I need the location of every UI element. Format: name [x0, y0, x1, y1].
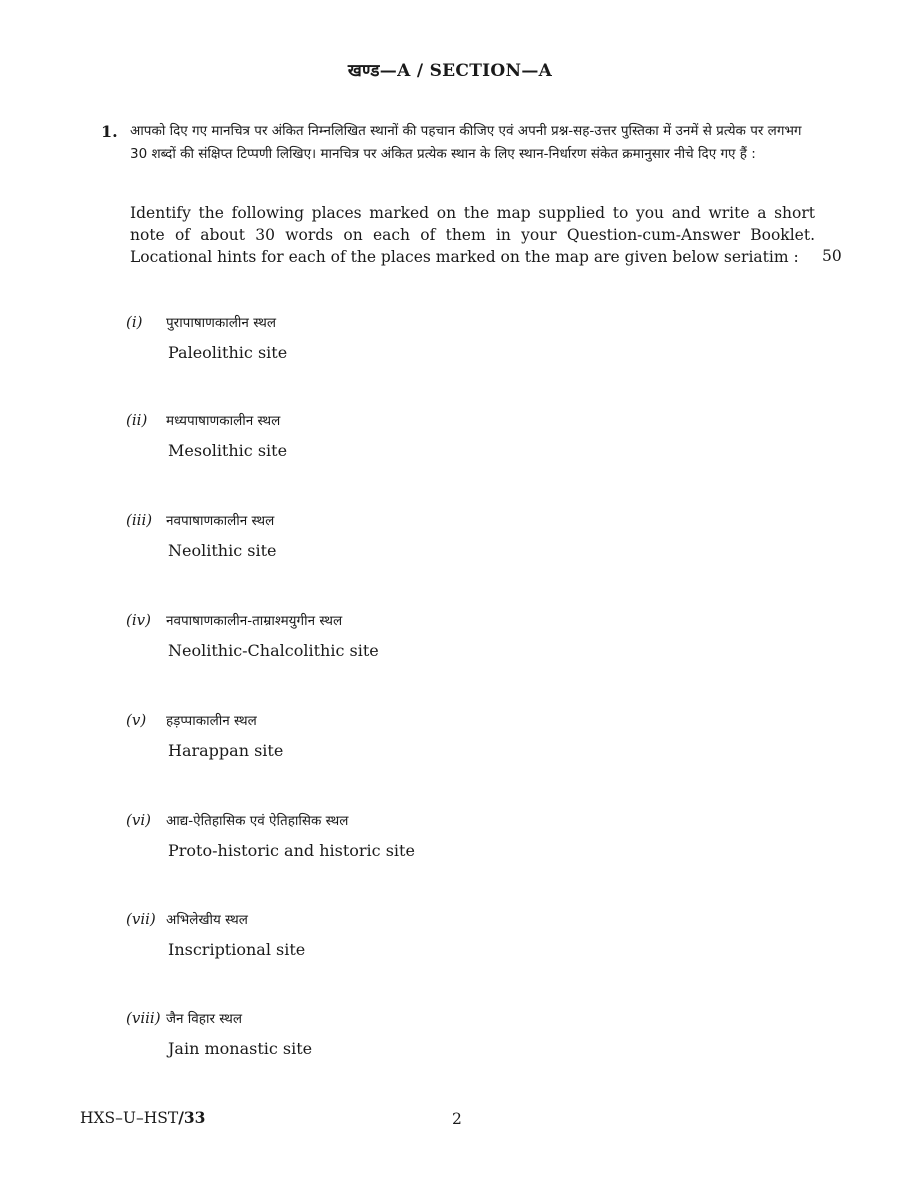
- item-number: (v): [126, 711, 147, 729]
- item-number: (i): [126, 313, 143, 331]
- item-hindi: अभिलेखीय स्थल: [166, 912, 248, 928]
- item-number: (vii): [126, 910, 156, 928]
- question-number: 1.: [101, 122, 118, 141]
- paper-code-prefix: HXS–U–HST: [80, 1109, 179, 1127]
- list-item: [126, 510, 726, 560]
- section-title-separator: /: [410, 61, 430, 81]
- item-hindi: जैन विहार स्थल: [166, 1011, 243, 1027]
- item-hindi: आद्य-ऐतिहासिक एवं ऐतिहासिक स्थल: [166, 813, 349, 829]
- item-hindi: मध्यपाषाणकालीन स्थल: [166, 413, 281, 429]
- paper-code: [80, 1108, 205, 1127]
- list-item: [126, 312, 726, 362]
- item-english: Proto-historic and historic site: [168, 841, 415, 860]
- question-marks: 50: [822, 247, 842, 265]
- page-number: 2: [452, 1110, 462, 1128]
- list-item: [126, 810, 726, 860]
- item-english: Harappan site: [168, 741, 284, 760]
- item-hindi: नवपाषाणकालीन-ताम्राश्मयुगीन स्थल: [166, 613, 343, 629]
- list-item: [126, 1008, 726, 1058]
- item-english: Paleolithic site: [168, 343, 288, 362]
- item-number: (ii): [126, 411, 148, 429]
- section-title-hindi: खण्ड—A: [347, 61, 411, 81]
- question-text-english: Identify the following places marked on the map supplied to you and write a short note of about 30 words on each of them in your Question-cum-Answer Booklet. Locational hints for each of the places marked on the map are given below seriatim :: [130, 204, 815, 266]
- item-english: Jain monastic site: [168, 1039, 313, 1058]
- item-number: (viii): [126, 1009, 161, 1027]
- item-english: Inscriptional site: [168, 940, 306, 959]
- item-number: (iv): [126, 611, 151, 629]
- item-hindi: नवपाषाणकालीन स्थल: [166, 513, 275, 529]
- section-title: [0, 58, 900, 81]
- list-item: [126, 410, 726, 460]
- list-item: [126, 610, 726, 660]
- item-english: Neolithic-Chalcolithic site: [168, 641, 379, 660]
- paper-code-suffix: /33: [178, 1108, 206, 1127]
- list-item: [126, 909, 726, 959]
- question-text-hindi: आपको दिए गए मानचित्र पर अंकित निम्नलिखित स्थानों की पहचान कीजिए एवं अपनी प्रश्न-सह-उत्तर पुस्तिका में उनमें से प्रत्येक पर लगभग 30 शब्दों की संक्षिप्त टिप्पणी लिखिए। मानचित्र पर अंकित प्रत्येक स्थान के लिए स्थान-निर्धारण संकेत क्रमानुसार नीचे दिए गए हैं :: [130, 123, 802, 162]
- item-english: Mesolithic site: [168, 441, 288, 460]
- section-title-english: SECTION—A: [429, 61, 553, 81]
- item-number: (vi): [126, 811, 151, 829]
- item-hindi: पुरापाषाणकालीन स्थल: [166, 315, 276, 331]
- list-item: [126, 710, 726, 760]
- item-hindi: हड़प्पाकालीन स्थल: [166, 713, 257, 729]
- item-english: Neolithic site: [168, 541, 277, 560]
- item-number: (iii): [126, 511, 153, 529]
